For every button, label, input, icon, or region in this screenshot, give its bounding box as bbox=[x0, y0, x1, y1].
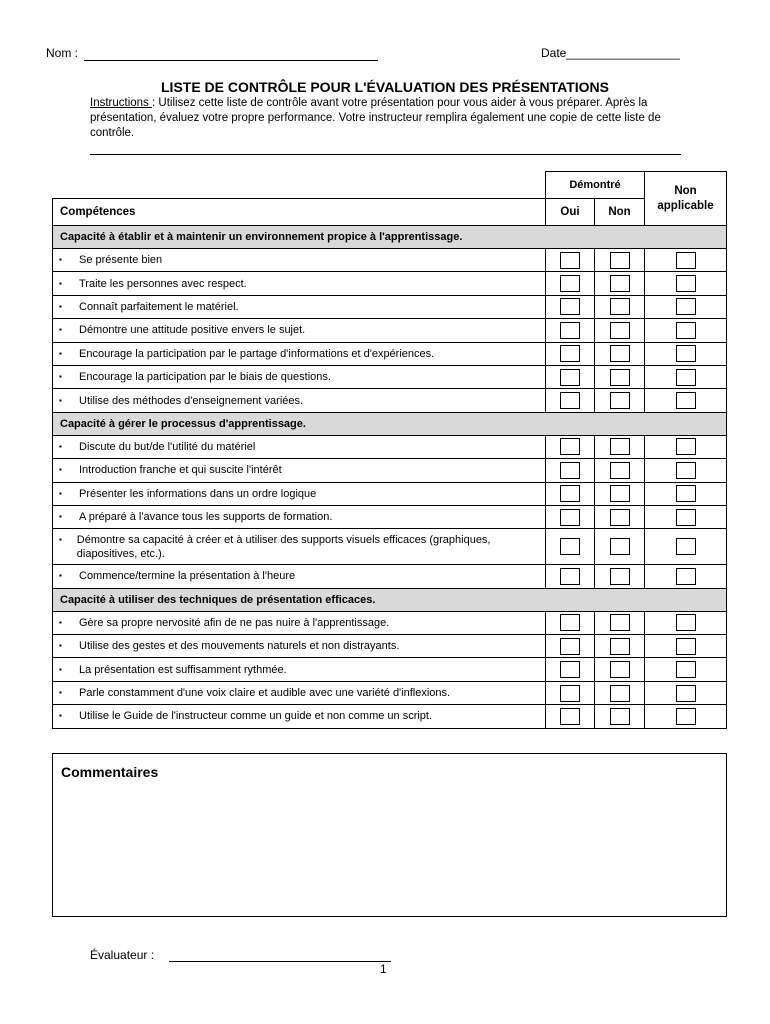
bullet-icon: ▪ bbox=[59, 664, 62, 674]
criterion-cell bbox=[53, 482, 546, 505]
non-checkbox[interactable] bbox=[610, 638, 630, 655]
oui-cell bbox=[546, 705, 595, 728]
checklist-row bbox=[53, 565, 727, 588]
section-title: Capacité à utiliser des techniques de présentation efficaces. bbox=[53, 588, 727, 611]
competences-header: Compétences bbox=[53, 199, 546, 226]
non-checkbox[interactable] bbox=[610, 568, 630, 585]
na-cell bbox=[645, 529, 727, 565]
non-header: Non bbox=[595, 199, 645, 226]
na-checkbox[interactable] bbox=[676, 708, 696, 725]
bullet-icon: ▪ bbox=[59, 488, 62, 498]
na-checkbox[interactable] bbox=[676, 538, 696, 555]
non-checkbox[interactable] bbox=[610, 275, 630, 292]
criterion-text: Utilise le Guide de l'instructeur comme un guide et non comme un script. bbox=[79, 710, 433, 723]
bullet-icon: ▪ bbox=[59, 255, 62, 265]
oui-cell bbox=[546, 658, 595, 681]
checklist-row bbox=[53, 611, 727, 634]
non-cell bbox=[595, 482, 645, 505]
oui-cell bbox=[546, 611, 595, 634]
criterion-cell bbox=[53, 389, 546, 412]
non-cell bbox=[595, 249, 645, 272]
checklist-row bbox=[53, 365, 727, 388]
non-checkbox[interactable] bbox=[610, 485, 630, 502]
na-cell bbox=[645, 459, 727, 482]
na-cell bbox=[645, 435, 727, 458]
comments-box[interactable] bbox=[52, 753, 727, 917]
non-cell bbox=[595, 435, 645, 458]
non-cell bbox=[595, 505, 645, 528]
non-cell bbox=[595, 295, 645, 318]
instructions-label: Instructions bbox=[90, 97, 152, 109]
oui-cell bbox=[546, 529, 595, 565]
bullet-icon: ▪ bbox=[59, 325, 62, 335]
bullet-icon: ▪ bbox=[59, 688, 62, 698]
checklist-row bbox=[53, 658, 727, 681]
na-checkbox[interactable] bbox=[676, 509, 696, 526]
oui-cell bbox=[546, 389, 595, 412]
checklist-row bbox=[53, 635, 727, 658]
criterion-cell bbox=[53, 435, 546, 458]
checklist-row bbox=[53, 705, 727, 728]
demontre-header: Démontré bbox=[546, 172, 645, 199]
na-checkbox[interactable] bbox=[676, 275, 696, 292]
oui-checkbox[interactable] bbox=[560, 298, 580, 315]
non-checkbox[interactable] bbox=[610, 438, 630, 455]
bullet-icon: ▪ bbox=[59, 278, 62, 288]
na-checkbox[interactable] bbox=[676, 392, 696, 409]
checklist-row bbox=[53, 342, 727, 365]
nom-field[interactable] bbox=[84, 60, 378, 61]
na-cell bbox=[645, 389, 727, 412]
na-cell bbox=[645, 295, 727, 318]
checklist-row bbox=[53, 272, 727, 295]
section-title: Capacité à gérer le processus d'apprentissage. bbox=[53, 412, 727, 435]
non-cell bbox=[595, 658, 645, 681]
na-cell bbox=[645, 249, 727, 272]
bullet-icon: ▪ bbox=[59, 301, 62, 311]
oui-checkbox[interactable] bbox=[560, 369, 580, 386]
oui-checkbox[interactable] bbox=[560, 485, 580, 502]
bullet-icon: ▪ bbox=[59, 617, 62, 627]
na-checkbox[interactable] bbox=[676, 252, 696, 269]
bullet-icon: ▪ bbox=[59, 711, 62, 721]
divider bbox=[90, 154, 681, 155]
oui-cell bbox=[546, 681, 595, 704]
oui-cell bbox=[546, 505, 595, 528]
non-checkbox[interactable] bbox=[610, 685, 630, 702]
criterion-text: Commence/termine la présentation à l'heure bbox=[79, 570, 296, 583]
oui-cell bbox=[546, 635, 595, 658]
oui-cell bbox=[546, 342, 595, 365]
non-cell bbox=[595, 705, 645, 728]
oui-checkbox[interactable] bbox=[560, 509, 580, 526]
oui-cell bbox=[546, 435, 595, 458]
evaluateur-field[interactable] bbox=[169, 961, 391, 962]
na-checkbox[interactable] bbox=[676, 322, 696, 339]
na-checkbox[interactable] bbox=[676, 345, 696, 362]
oui-cell bbox=[546, 295, 595, 318]
na-cell bbox=[645, 611, 727, 634]
non-cell bbox=[595, 389, 645, 412]
checklist-row bbox=[53, 459, 727, 482]
criterion-text: Traite les personnes avec respect. bbox=[79, 277, 247, 290]
na-cell bbox=[645, 565, 727, 588]
criterion-text: Utilise des gestes et des mouvements naturels et non distrayants. bbox=[79, 640, 400, 653]
oui-checkbox[interactable] bbox=[560, 322, 580, 339]
na-cell bbox=[645, 658, 727, 681]
checklist-table bbox=[52, 171, 727, 729]
criterion-text: Démontre sa capacité à créer et à utiliser des supports visuels efficaces (graphiques, diapositives, etc.). bbox=[76, 533, 491, 560]
checklist-row bbox=[53, 681, 727, 704]
nom-label: Nom : bbox=[46, 46, 79, 60]
non-cell bbox=[595, 635, 645, 658]
oui-checkbox[interactable] bbox=[560, 438, 580, 455]
checklist-row bbox=[53, 505, 727, 528]
oui-checkbox[interactable] bbox=[560, 462, 580, 479]
na-checkbox[interactable] bbox=[676, 568, 696, 585]
non-checkbox[interactable] bbox=[610, 298, 630, 315]
bullet-icon: ▪ bbox=[59, 372, 62, 382]
na-cell bbox=[645, 272, 727, 295]
criterion-text: Introduction franche et qui suscite l'intérêt bbox=[79, 464, 282, 477]
date-label[interactable]: Date_________________ bbox=[541, 46, 680, 60]
criterion-text: Discute du but/de l'utilité du matériel bbox=[79, 440, 256, 453]
criterion-text: Connaît parfaitement le matériel. bbox=[79, 300, 239, 313]
checklist-row bbox=[53, 295, 727, 318]
non-checkbox[interactable] bbox=[610, 708, 630, 725]
oui-checkbox[interactable] bbox=[560, 614, 580, 631]
checklist-row bbox=[53, 389, 727, 412]
na-header: Non applicable bbox=[645, 172, 727, 226]
bullet-icon: ▪ bbox=[59, 441, 62, 451]
non-cell bbox=[595, 565, 645, 588]
non-checkbox[interactable] bbox=[610, 462, 630, 479]
criterion-text: Se présente bien bbox=[79, 254, 163, 267]
na-cell bbox=[645, 319, 727, 342]
non-cell bbox=[595, 611, 645, 634]
criterion-text: Présenter les informations dans un ordre logique bbox=[79, 487, 317, 500]
non-checkbox[interactable] bbox=[610, 392, 630, 409]
bullet-icon: ▪ bbox=[59, 571, 62, 581]
section-row bbox=[53, 412, 727, 435]
non-checkbox[interactable] bbox=[610, 345, 630, 362]
oui-cell bbox=[546, 365, 595, 388]
oui-checkbox[interactable] bbox=[560, 345, 580, 362]
oui-cell bbox=[546, 319, 595, 342]
non-checkbox[interactable] bbox=[610, 509, 630, 526]
section-row bbox=[53, 588, 727, 611]
bullet-icon: ▪ bbox=[59, 641, 62, 651]
criterion-cell bbox=[53, 658, 546, 681]
non-cell bbox=[595, 319, 645, 342]
criterion-cell bbox=[53, 249, 546, 272]
criterion-text: Utilise des méthodes d'enseignement variées. bbox=[79, 394, 304, 407]
non-checkbox[interactable] bbox=[610, 661, 630, 678]
evaluateur-label: Évaluateur : bbox=[90, 948, 155, 962]
na-checkbox[interactable] bbox=[676, 298, 696, 315]
bullet-icon: ▪ bbox=[59, 534, 62, 544]
non-checkbox[interactable] bbox=[610, 252, 630, 269]
oui-cell bbox=[546, 459, 595, 482]
criterion-cell bbox=[53, 565, 546, 588]
na-cell bbox=[645, 365, 727, 388]
na-cell bbox=[645, 681, 727, 704]
page-title: LISTE DE CONTRÔLE POUR L'ÉVALUATION DES PRÉSENTATIONS bbox=[161, 79, 609, 95]
na-checkbox[interactable] bbox=[676, 614, 696, 631]
na-cell bbox=[645, 342, 727, 365]
criterion-cell bbox=[53, 295, 546, 318]
criterion-text: La présentation est suffisamment rythmée. bbox=[79, 663, 287, 676]
na-checkbox[interactable] bbox=[676, 661, 696, 678]
criterion-cell bbox=[53, 272, 546, 295]
empty-corner bbox=[53, 172, 546, 199]
criterion-cell bbox=[53, 342, 546, 365]
na-cell bbox=[645, 635, 727, 658]
na-checkbox[interactable] bbox=[676, 485, 696, 502]
checklist-row bbox=[53, 319, 727, 342]
na-checkbox[interactable] bbox=[676, 462, 696, 479]
oui-cell bbox=[546, 565, 595, 588]
criterion-text: Parle constamment d'une voix claire et audible avec une variété d'inflexions. bbox=[79, 687, 451, 700]
comments-title: Commentaires bbox=[61, 764, 159, 780]
oui-checkbox[interactable] bbox=[560, 685, 580, 702]
oui-checkbox[interactable] bbox=[560, 638, 580, 655]
criterion-text: Démontre une attitude positive envers le sujet. bbox=[79, 324, 306, 337]
criterion-cell bbox=[53, 319, 546, 342]
na-cell bbox=[645, 705, 727, 728]
criterion-text: Encourage la participation par le partage d'informations et d'expériences. bbox=[79, 347, 435, 360]
na-checkbox[interactable] bbox=[676, 438, 696, 455]
criterion-text: Gère sa propre nervosité afin de ne pas nuire à l'apprentissage. bbox=[79, 616, 390, 629]
bullet-icon: ▪ bbox=[59, 395, 62, 405]
checklist-row bbox=[53, 482, 727, 505]
oui-cell bbox=[546, 249, 595, 272]
oui-checkbox[interactable] bbox=[560, 708, 580, 725]
criterion-cell bbox=[53, 365, 546, 388]
oui-checkbox[interactable] bbox=[560, 252, 580, 269]
na-checkbox[interactable] bbox=[676, 369, 696, 386]
bullet-icon: ▪ bbox=[59, 348, 62, 358]
non-checkbox[interactable] bbox=[610, 322, 630, 339]
non-cell bbox=[595, 681, 645, 704]
non-checkbox[interactable] bbox=[610, 614, 630, 631]
checklist-row bbox=[53, 249, 727, 272]
instructions-text: : Utilisez cette liste de contrôle avant votre présentation pour vous aider à vous préparer. Après la présentation, évaluez votre propre performance. Votre instructeur remplira également une copie de cette liste de contrôle. bbox=[90, 97, 661, 139]
na-cell bbox=[645, 505, 727, 528]
criterion-cell bbox=[53, 505, 546, 528]
oui-checkbox[interactable] bbox=[560, 661, 580, 678]
non-cell bbox=[595, 365, 645, 388]
na-checkbox[interactable] bbox=[676, 685, 696, 702]
checklist-row bbox=[53, 435, 727, 458]
non-cell bbox=[595, 529, 645, 565]
na-cell bbox=[645, 482, 727, 505]
criterion-text: Encourage la participation par le biais de questions. bbox=[79, 371, 331, 384]
page-number: 1 bbox=[380, 962, 387, 976]
criterion-cell bbox=[53, 635, 546, 658]
bullet-icon: ▪ bbox=[59, 512, 62, 522]
non-cell bbox=[595, 459, 645, 482]
oui-checkbox[interactable] bbox=[560, 392, 580, 409]
oui-checkbox[interactable] bbox=[560, 275, 580, 292]
oui-cell bbox=[546, 482, 595, 505]
criterion-cell bbox=[53, 611, 546, 634]
section-title: Capacité à établir et à maintenir un environnement propice à l'apprentissage. bbox=[53, 226, 727, 249]
non-checkbox[interactable] bbox=[610, 369, 630, 386]
criterion-cell bbox=[53, 529, 546, 565]
checklist-row bbox=[53, 529, 727, 565]
criterion-cell bbox=[53, 705, 546, 728]
oui-header: Oui bbox=[546, 199, 595, 226]
criterion-text: A préparé à l'avance tous les supports de formation. bbox=[79, 511, 333, 524]
non-cell bbox=[595, 342, 645, 365]
oui-checkbox[interactable] bbox=[560, 568, 580, 585]
criterion-cell bbox=[53, 681, 546, 704]
criterion-cell bbox=[53, 459, 546, 482]
oui-checkbox[interactable] bbox=[560, 538, 580, 555]
na-checkbox[interactable] bbox=[676, 638, 696, 655]
non-checkbox[interactable] bbox=[610, 538, 630, 555]
instructions bbox=[90, 96, 690, 141]
oui-cell bbox=[546, 272, 595, 295]
section-row bbox=[53, 226, 727, 249]
bullet-icon: ▪ bbox=[59, 465, 62, 475]
non-cell bbox=[595, 272, 645, 295]
